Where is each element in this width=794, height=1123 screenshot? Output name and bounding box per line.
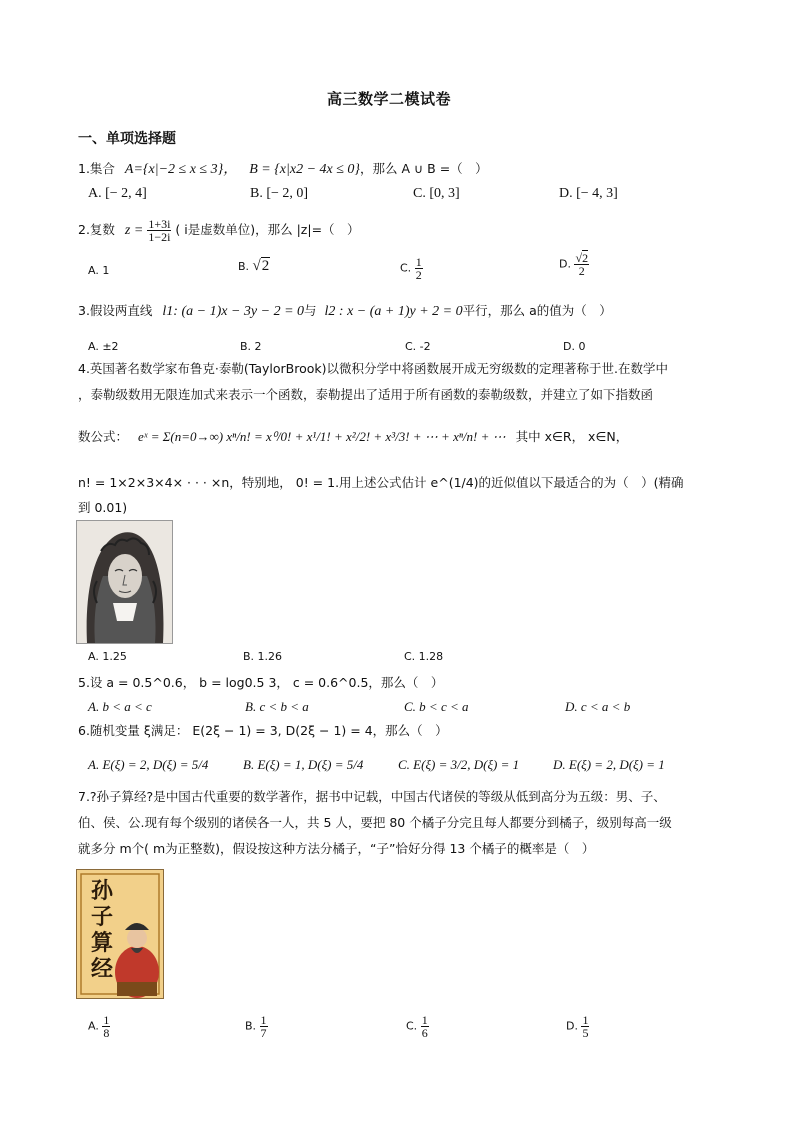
q2-option-c-num: 1 [415, 255, 422, 269]
page-title: 高三数学二模试卷 [327, 90, 452, 108]
q1-suffix: ，那么 A ∪ B =（ ） [360, 161, 488, 176]
q3-l1: l1: (a − 1)x − 3y − 2 = 0 [162, 304, 305, 319]
q4-option-a[interactable]: A. 1.25 [88, 650, 127, 663]
q7-option-d-den: 5 [582, 1026, 589, 1040]
q7-option-a-num: 1 [103, 1013, 110, 1027]
q5-option-a[interactable]: A. b < a < c [88, 699, 152, 714]
q7-option-c-frac [421, 1014, 429, 1039]
q6-option-b[interactable]: B. E(ξ) = 1, D(ξ) = 5/4 [243, 757, 364, 772]
q7-option-a-label: A. [88, 1019, 99, 1033]
q2-option-d[interactable] [559, 252, 589, 277]
question-1 [78, 160, 488, 179]
q4-line-3 [78, 428, 628, 446]
q7-option-a-frac [102, 1014, 110, 1039]
q7-option-d[interactable] [566, 1014, 589, 1039]
question-3 [78, 302, 612, 321]
q2-option-d-label: D. [559, 257, 571, 271]
q3-text2: 平行，那么 a的值为（ ） [462, 303, 612, 318]
q6-option-a[interactable]: A. E(ξ) = 2, D(ξ) = 5/4 [88, 757, 209, 772]
q2-option-d-den: 2 [578, 264, 585, 278]
q4-line-4: n! = 1×2×3×4× · · · ×n，特别地， 0! = 1.用上述公式估计 e^(1/4)的近似值以下最适合的为（ ）(精确 [78, 475, 684, 490]
q6-option-d[interactable]: D. E(ξ) = 2, D(ξ) = 1 [553, 757, 665, 772]
q2-option-b-radicand: 2 [261, 258, 270, 274]
q7-option-c-den: 6 [421, 1026, 428, 1040]
q3-option-d[interactable]: D. 0 [563, 340, 586, 353]
q6-option-c[interactable]: C. E(ξ) = 3/2, D(ξ) = 1 [398, 757, 520, 772]
q1-set-a: A={x|−2 ≤ x ≤ 3}， [124, 162, 238, 177]
q1-prefix: 1.集合 [78, 161, 115, 176]
q2-option-a-label: A. 1 [88, 264, 110, 277]
q1-option-c[interactable]: C. [0, 3] [413, 186, 460, 201]
q7-option-b-den: 7 [260, 1026, 267, 1040]
q1-option-b[interactable]: B. [− 2, 0] [250, 186, 309, 201]
q7-line-3: 就多分 m个( m为正整数)，假设按这种方法分橘子，“子”恰好分得 13 个橘子的概率是（ ） [78, 841, 595, 856]
question-6: 6.随机变量 ξ满足： E(2ξ − 1) = 3, D(2ξ − 1) = 4，那么（ ） [78, 723, 448, 738]
q5-option-b[interactable]: B. c < b < a [245, 699, 309, 714]
q7-option-d-frac [581, 1014, 589, 1039]
q2-option-d-frac [574, 252, 589, 277]
q2-option-b[interactable] [238, 258, 270, 275]
taylor-portrait-image [76, 520, 173, 644]
q2-option-c-label: C. [400, 261, 412, 275]
q5-option-d[interactable]: D. c < a < b [565, 699, 631, 714]
question-2 [78, 218, 360, 243]
q7-line-2: 伯、侯、公.现有每个级别的诸侯各一人，共 5 人，要把 80 个橘子分完且每人都要分到橘子，级别每高一级 [78, 815, 672, 830]
q4-line-3-tail: 其中 x∈R， x∈N， [515, 429, 629, 444]
q3-mid: 与 [304, 303, 317, 318]
q2-mid: ( i是虚数单位)，那么 |z|=（ ） [175, 222, 360, 237]
q2-z: z = [124, 223, 144, 238]
q2-option-d-radicand: 2 [582, 251, 589, 265]
q1-set-b: B = {x|x2 − 4x ≤ 0} [249, 162, 361, 177]
q4-line-1: 4.英国著名数学家布鲁克·泰勒(TaylorBrook)以微积分学中将函数展开成无穷级数的定理著称于世.在数学中 [78, 361, 668, 376]
q3-option-b[interactable]: B. 2 [240, 340, 262, 353]
q7-option-b[interactable] [245, 1014, 268, 1039]
q4-line-2: ，泰勒级数用无限连加式来表示一个函数，泰勒提出了适用于所有函数的泰勒级数，并建立了如下指数函 [78, 387, 654, 402]
q7-option-d-num: 1 [582, 1013, 589, 1027]
q2-option-b-label: B. [238, 260, 250, 273]
section-heading: 一、单项选择题 [78, 131, 176, 147]
q2-option-d-num: √2 [575, 251, 589, 265]
q7-line-1: 7.?孙子算经?是中国古代重要的数学著作，据书中记载，中国古代诸侯的等级从低到高分为五级：男、子、 [78, 789, 666, 804]
q2-fraction-den: 1−2i [148, 230, 171, 244]
question-5: 5.设 a = 0.5^0.6， b = log0.5 3， c = 0.6^0.5，那么（ ） [78, 675, 444, 690]
q4-formula: eˣ = Σ(n=0→∞) xⁿ/n! = x⁰/0! + x¹/1! + x²/2! + x³/3! + ⋯ + xⁿ/n! + ⋯ [138, 429, 506, 444]
book-title-text: 孙子算经 [91, 878, 114, 982]
q3-option-c[interactable]: C. -2 [405, 340, 431, 353]
q4-option-b[interactable]: B. 1.26 [243, 650, 283, 663]
q5-option-c[interactable]: C. b < c < a [404, 699, 469, 714]
sunzi-suanjing-cover-image [76, 869, 164, 999]
q2-fraction-num: 1+3i [148, 217, 171, 231]
q2-option-a[interactable] [88, 264, 109, 277]
q4-line-5: 到 0.01) [78, 500, 128, 515]
q1-option-a[interactable]: A. [− 2, 4] [88, 186, 147, 201]
q2-option-c-frac [415, 256, 423, 281]
q7-option-c[interactable] [406, 1014, 429, 1039]
q7-option-d-label: D. [566, 1019, 578, 1033]
q1-option-d[interactable]: D. [− 4, 3] [559, 186, 618, 201]
q7-option-b-frac [260, 1014, 268, 1039]
q7-option-c-label: C. [406, 1019, 418, 1033]
q3-text1: 3.假设两直线 [78, 303, 153, 318]
q2-prefix: 2.复数 [78, 222, 115, 237]
q3-option-a[interactable]: A. ±2 [88, 340, 119, 353]
q4-formula-label: 数公式： [78, 429, 129, 444]
q7-option-c-num: 1 [421, 1013, 428, 1027]
q7-option-a[interactable] [88, 1014, 110, 1039]
q7-option-b-num: 1 [260, 1013, 267, 1027]
q2-option-b-sqrt: √2 [252, 258, 270, 274]
q2-fraction [147, 218, 171, 243]
q7-option-b-label: B. [245, 1019, 257, 1033]
q2-option-c[interactable] [400, 256, 423, 281]
q2-option-c-den: 2 [415, 268, 422, 282]
q3-l2: l2 : x − (a + 1)y + 2 = 0 [324, 304, 463, 319]
q4-option-c[interactable]: C. 1.28 [404, 650, 444, 663]
q7-option-a-den: 8 [103, 1026, 110, 1040]
